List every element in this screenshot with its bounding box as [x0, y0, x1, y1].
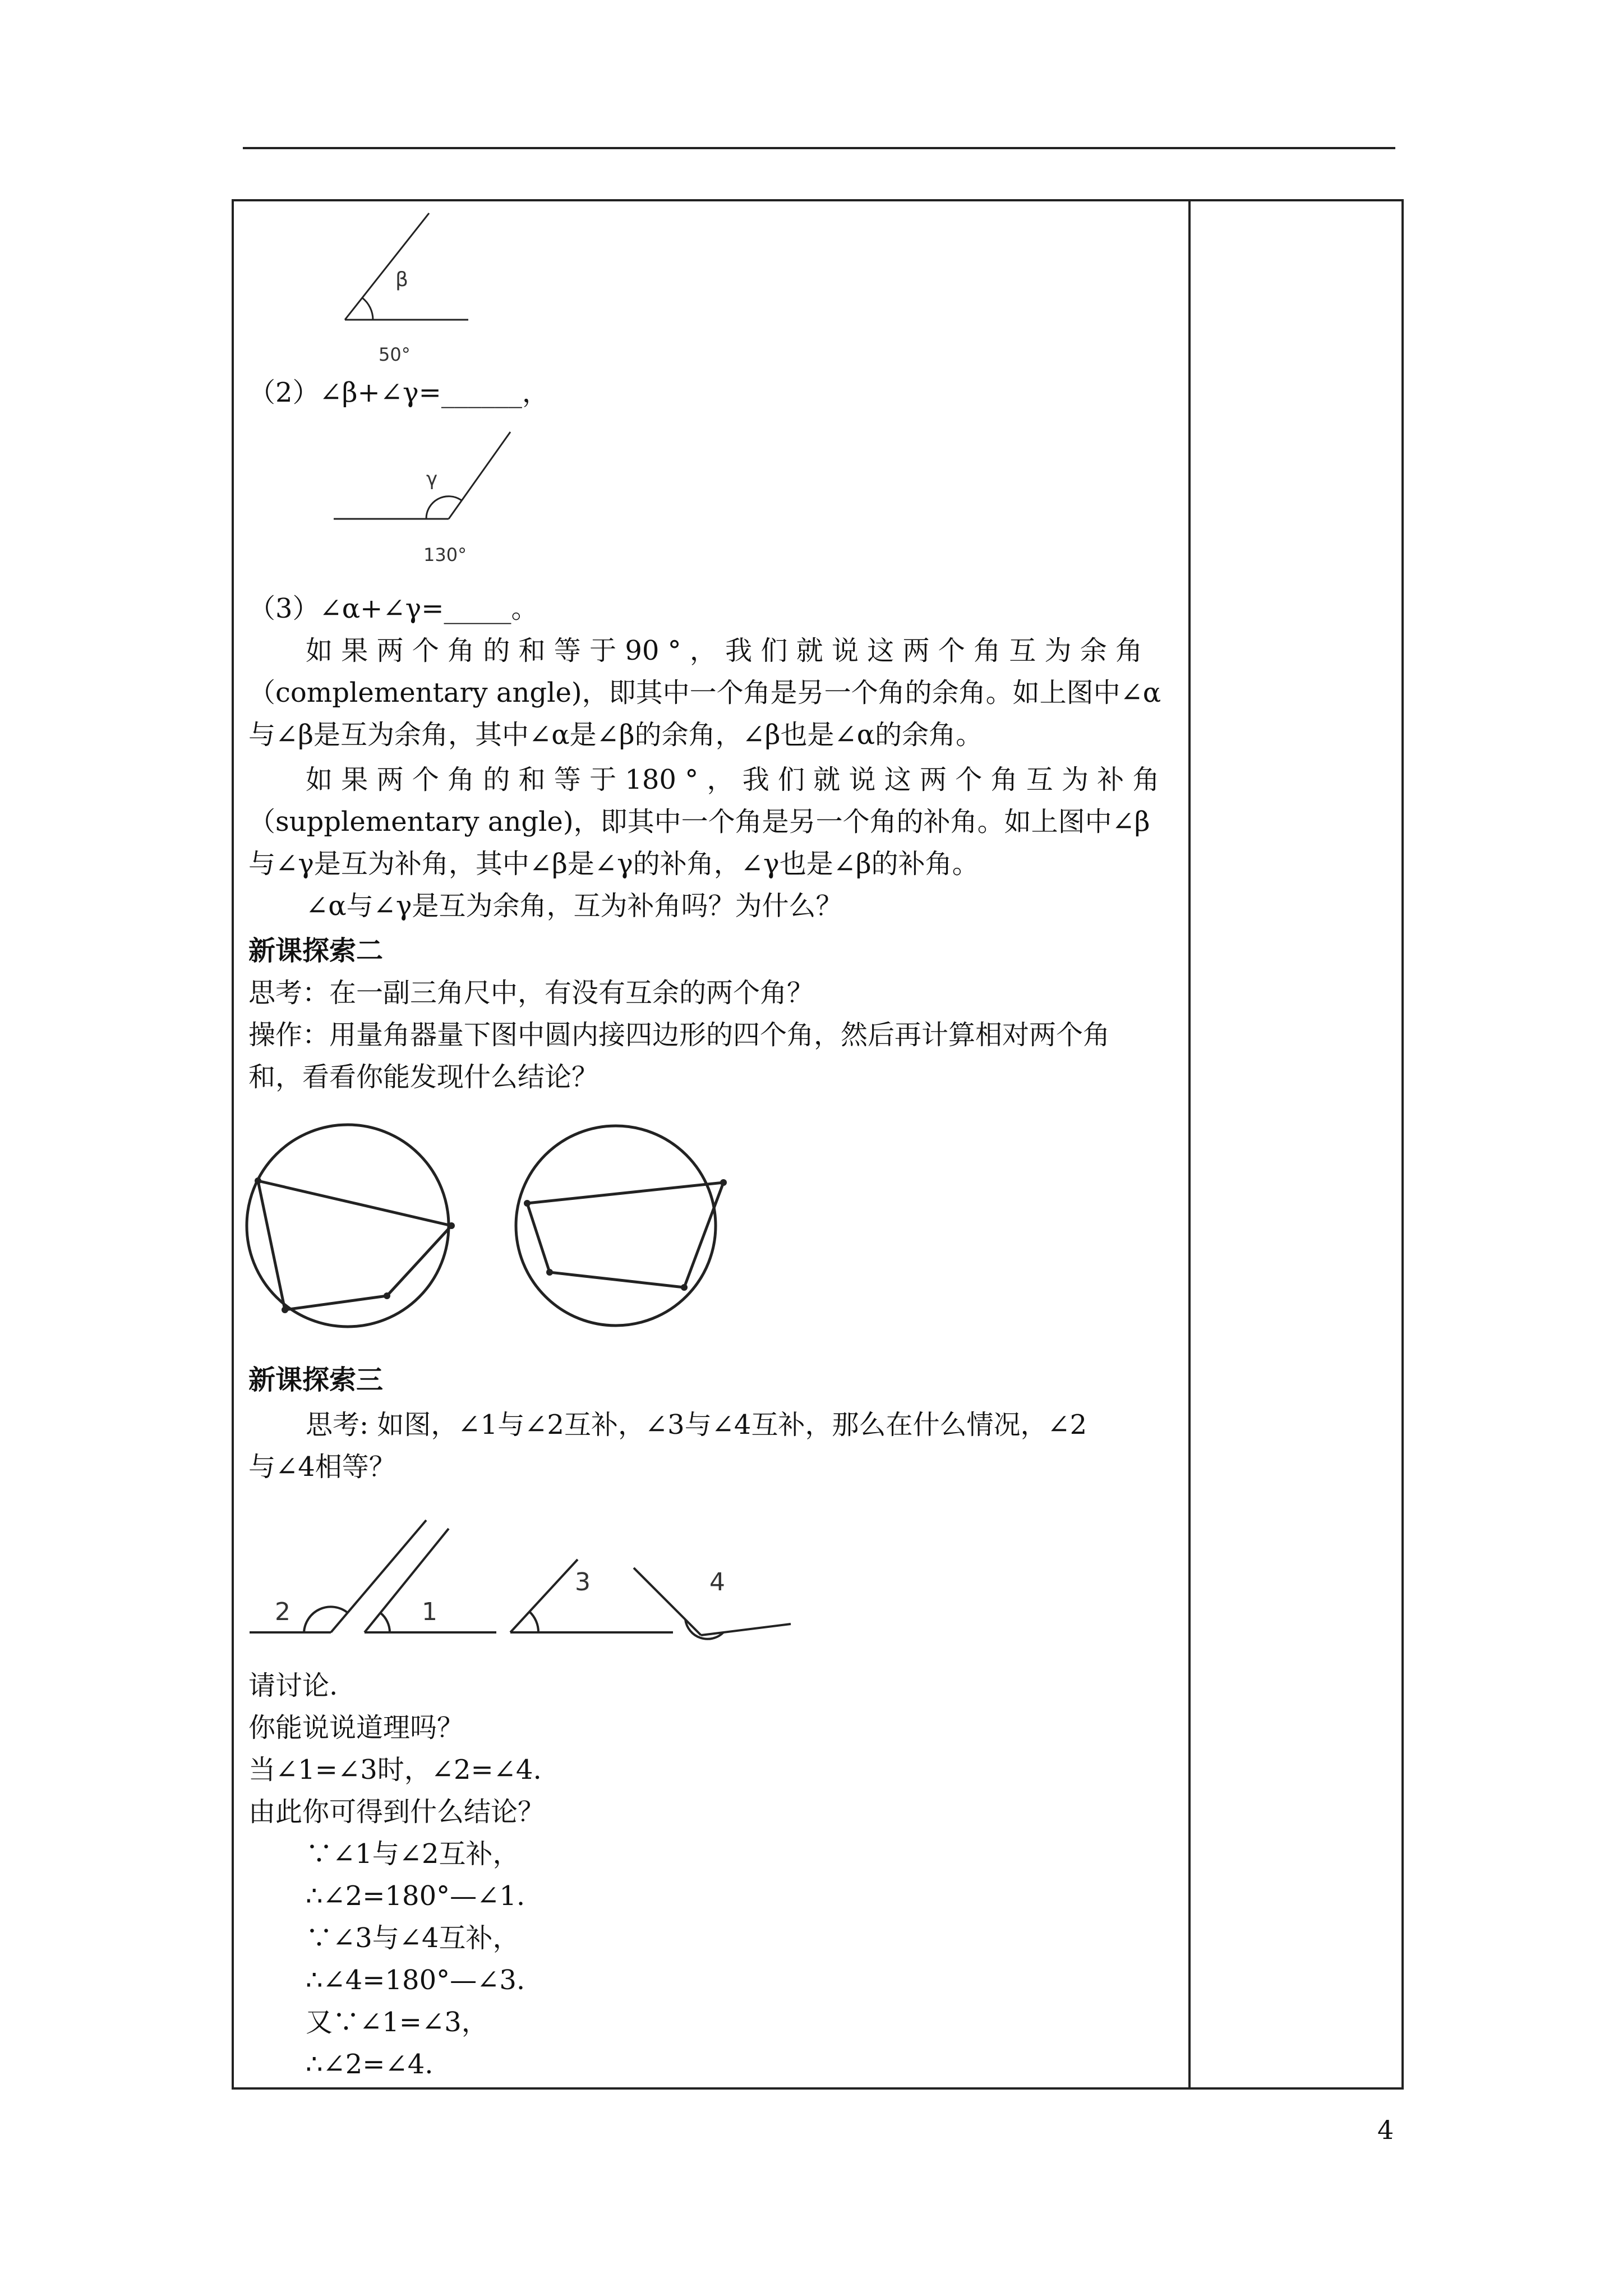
angle-beta-figure: [325, 202, 494, 376]
beta-caption: 50°: [379, 344, 411, 365]
angle-3-figure: [510, 1559, 673, 1632]
discuss-line: 请讨论.: [248, 1670, 338, 1701]
question-3: （3）∠α+∠γ=_____。: [248, 593, 538, 624]
gamma-label: γ: [426, 468, 438, 490]
angles-1-4-figure: [247, 1515, 808, 1644]
angle-4-figure: [634, 1568, 791, 1639]
think-3-line1: 思考: 如图，∠1与∠2互补，∠3与∠4互补，那么在什么情况，∠2: [306, 1409, 1087, 1441]
circle-quadrilateral-right: [516, 1126, 727, 1326]
angle-2-label: 2: [275, 1598, 291, 1626]
paragraph-supplementary-line3: 与∠γ是互为补角，其中∠β是∠γ的补角，∠γ也是∠β的补角。: [248, 848, 979, 880]
conclude-line: 由此你可得到什么结论？: [248, 1796, 545, 1828]
paragraph-complementary-line3: 与∠β是互为余角，其中∠α是∠β的余角，∠β也是∠α的余角。: [248, 719, 983, 751]
question-alpha-gamma: ∠α与∠γ是互为余角，互为补角吗？为什么？: [306, 890, 843, 922]
table-column-divider: [1188, 199, 1191, 2090]
when-line: 当∠1=∠3时，∠2=∠4.: [248, 1754, 542, 1786]
proof-step-2: ∴∠2=180°—∠1.: [306, 1880, 525, 1912]
think-3-line2: 与∠4相等？: [248, 1451, 396, 1483]
gamma-caption: 130°: [423, 544, 467, 565]
think-2: 思考：在一副三角尺中，有没有互余的两个角？: [248, 977, 814, 1009]
operation-line2: 和，看看你能发现什么结论？: [248, 1061, 599, 1093]
circle-quadrilateral-left: [247, 1125, 455, 1327]
reason-line: 你能说说道理吗？: [248, 1712, 464, 1743]
paragraph-supplementary-line2: （supplementary angle)，即其中一个角是另一个角的补角。如上图中∠β: [248, 806, 1150, 838]
header-rule: [243, 147, 1395, 149]
paragraph-supplementary-line1: 如 果 两 个 角 的 和 等 于 180 ° ， 我 们 就 说 这 两 个 角 互 为 补 角: [306, 764, 1160, 795]
angle-3-label: 3: [575, 1568, 591, 1596]
proof-step-5: 又∵∠1=∠3，: [306, 2007, 488, 2038]
angle-1-label: 1: [422, 1598, 437, 1626]
question-2: （2）∠β+∠γ=______，: [248, 377, 549, 408]
proof-step-1: ∵∠1与∠2互补，: [306, 1838, 520, 1870]
proof-step-6: ∴∠2=∠4.: [306, 2049, 434, 2080]
section-heading-2: 新课探索二: [248, 935, 384, 967]
section-heading-3: 新课探索三: [248, 1364, 384, 1396]
angle-4-label: 4: [709, 1568, 725, 1596]
page-number: 4: [1377, 2115, 1394, 2145]
proof-step-4: ∴∠4=180°—∠3.: [306, 1964, 525, 1996]
paragraph-complementary-line2: （complementary angle)，即其中一个角是另一个角的余角。如上图中∠α: [248, 677, 1161, 708]
angles-1-2-figure: [250, 1520, 496, 1632]
proof-step-3: ∵∠3与∠4互补，: [306, 1922, 520, 1954]
beta-label: β: [395, 268, 408, 291]
paragraph-complementary-line1: 如 果 两 个 角 的 和 等 于 90 ° ， 我 们 就 说 这 两 个 角 互 为 余 角: [306, 635, 1143, 666]
operation-line1: 操作：用量角器量下图中圆内接四边形的四个角，然后再计算相对两个角: [248, 1019, 1110, 1051]
angle-gamma-figure: [325, 424, 527, 575]
inscribed-quadrilaterals-figure: [241, 1111, 746, 1335]
